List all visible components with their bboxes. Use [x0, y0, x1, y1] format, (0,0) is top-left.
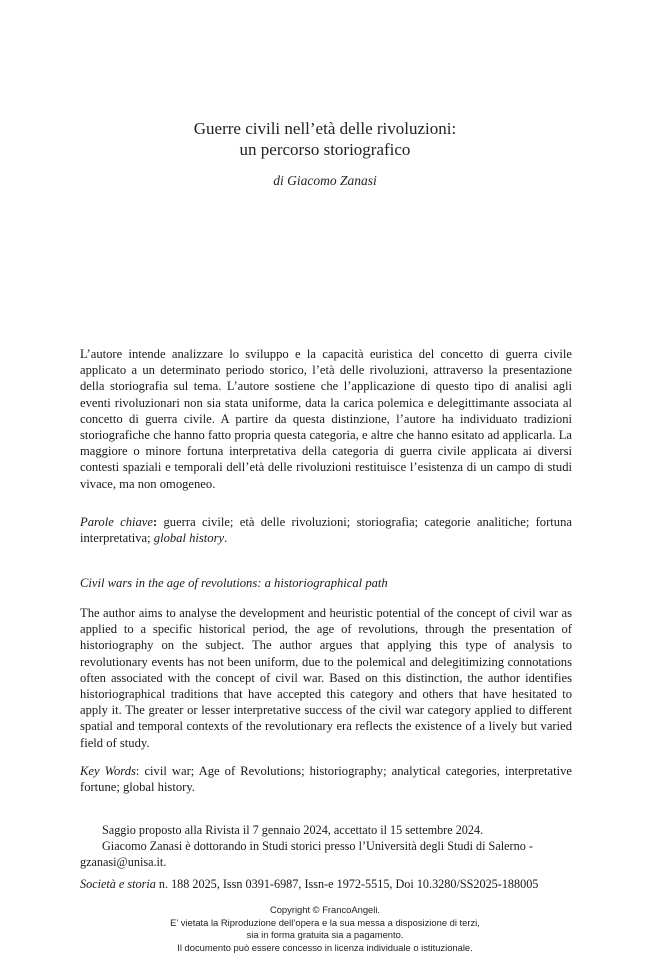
author-byline: di Giacomo Zanasi: [273, 173, 377, 188]
article-title: [0, 118, 650, 160]
copyright-line-1: Copyright © FrancoAngeli.: [269, 904, 381, 915]
keywords-italian-text: guerra civile; età delle rivoluzioni; storiografia; categorie analitiche; fortuna interpretativa;: [80, 515, 572, 546]
journal-citation: [80, 876, 580, 892]
copyright-line-4: Il documento può essere concesso in licenza individuale o istituzionale.: [177, 941, 473, 953]
author-note: Giacomo Zanasi è dottorando in Studi storici presso l’Università degli Studi di Salerno - gzanasi@unisa.it.: [80, 839, 533, 869]
keywords-italian: [80, 514, 572, 546]
copyright-line-2: E’ vietata la Riproduzione dell’opera e la sua messa a disposizione di terzi,: [170, 916, 480, 928]
keywords-italian-label: Parole chiave: [80, 515, 153, 529]
title-line-1: Guerre civili nell’età delle rivoluzioni:: [193, 119, 457, 138]
abstract-italian: L’autore intende analizzare lo sviluppo e la capacità euristica del concetto di guerra civile applicato a un determinato periodo storico, l’età delle rivoluzioni, attraverso la presentazione della storiografia sul tema. L’autore sostiene che l’applicazione di questo tipo di analisi agli eventi rivoluzionari non sia stata uniforme, data la carica polemica e delegittimante associata al concetto di guerra civile. A partire da questa distinzione, l’autore ha individuato tradizioni storiografiche che hanno fatto propria questa categoria, e altre che hanno esitato ad applicarla. La maggiore o minore fortuna interpretativa della categoria di guerra civile applicata ai diversi contesti spaziali e temporali dell’età delle rivoluzioni restituisce l’esistenza di un campo di studi vivace, ma non omogeneo.: [80, 347, 572, 491]
keywords-italian-italic-tail: global history: [153, 531, 225, 546]
copyright-line-3: sia in forma gratuita sia a pagamento.: [246, 929, 404, 940]
submission-note: Saggio proposto alla Rivista il 7 gennaio 2024, accettato il 15 settembre 2024.: [102, 823, 484, 837]
citation-details: n. 188 2025, Issn 0391-6987, Issn-e 1972-5515, Doi 10.3280/SS2025-188005: [155, 877, 539, 891]
keywords-italian-end: .: [224, 531, 228, 546]
title-line-2: un percorso storiografico: [239, 140, 411, 159]
copyright-notice: [0, 904, 650, 954]
keywords-english-label: Key Words: [80, 764, 136, 778]
abstract-english: The author aims to analyse the development and heuristic potential of the concept of civil war as applied to a specific historical period, the age of revolutions, through the presentation of historiography on the subject. The author argues that applying this type of analysis to revolutionary events has not been uniform, due to the polemical and delegitimizing connotations often associated with the concept of civil war. Based on this distinction, the author identifies historiographical traditions that have accepted this category and others that have hesitated to apply it. The greater or lesser interpretative success of the civil war category applied to different spatial and temporal contexts of the revolutionary era reflects the existence of a lively but varied field of study.: [80, 606, 572, 750]
journal-name: Società e storia: [80, 877, 156, 891]
keywords-english: [80, 763, 572, 795]
keywords-english-text: : civil war; Age of Revolutions; historiography; analytical categories, interpretative fortune; global history.: [80, 764, 572, 795]
english-title: Civil wars in the age of revolutions: a historiographical path: [80, 576, 388, 590]
keywords-italian-colon: :: [152, 515, 158, 529]
footnotes: [80, 822, 572, 870]
